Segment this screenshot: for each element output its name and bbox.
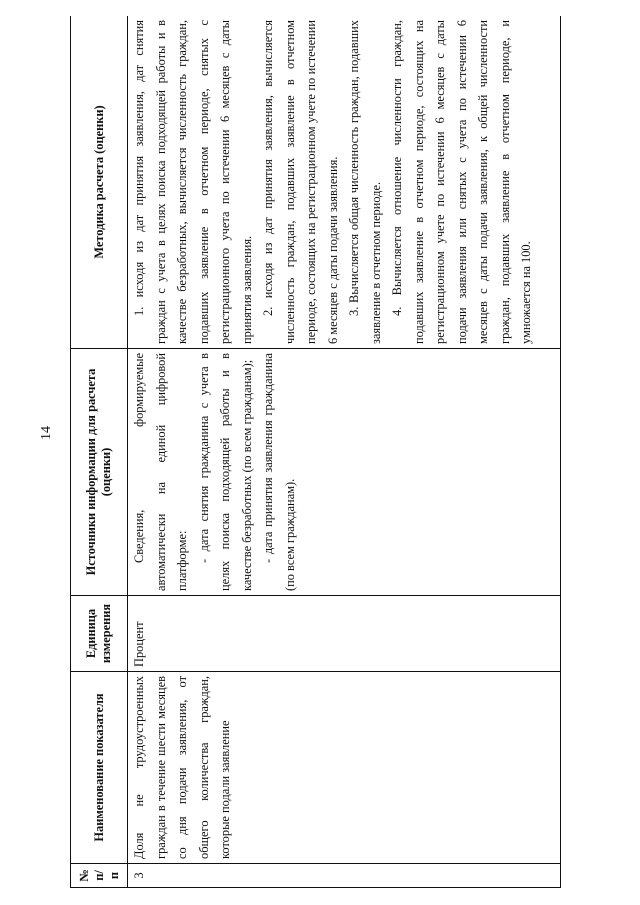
- header-unit: Единица измерения: [71, 596, 128, 672]
- indicator-name: Доля не трудоустроенных граждан в течение шести месяцев со дня подачи заявления, от общего количества граждан, которые подали заявление: [128, 672, 561, 864]
- header-number: № п/п: [71, 864, 128, 888]
- indicator-table: [70, 16, 561, 888]
- sources-intro: Сведения, формируемые автоматически на единой цифровой платформе:: [132, 353, 189, 591]
- rotated-table-container: [70, 16, 561, 888]
- page-number: 14: [39, 426, 54, 440]
- row-number: 3: [128, 864, 561, 888]
- method-step-3: 3. Вычисляется общая численность граждан, подавших заявление в отчетном периоде.: [347, 20, 383, 344]
- header-indicator-name: Наименование показателя: [71, 672, 128, 864]
- method-cell: [128, 16, 561, 349]
- table-row: [128, 16, 561, 888]
- sources-item-2: - дата принятия заявления гражданина (по всем гражданам).: [261, 353, 297, 591]
- header-sources: Источники информации для расчета (оценки): [71, 349, 128, 596]
- header-method: Методика расчета (оценки): [71, 16, 128, 349]
- method-step-4: 4. Вычисляется отношение численности граждан, подавших заявление в отчетном периоде, состоящих на регистрационном учете по истечении 6 месяцев с даты подачи заявления или снятых с учета по истечении 6 месяцев с даты подачи заявления, к общей численности граждан, подавших заявление в отчетном периоде, и умножается на 100.: [390, 20, 533, 344]
- table-header-row: [71, 16, 128, 888]
- sources-cell: [128, 349, 561, 596]
- method-step-2: 2. исходя из дат принятия заявления, вычисляется численность граждан, подавших заявление в отчетном периоде, состоящих на регистрационном учете по истечении 6 месяцев с даты подачи заявления.: [261, 20, 340, 344]
- method-step-1: 1. исходя из дат принятия заявления, дат снятия граждан с учета в целях поиска подходящей работы и в качестве безработных, вычисляется численность граждан, подавших заявление в отчетном периоде, снятых с регистрационного учета по истечении 6 месяцев с даты принятия заявления.: [132, 20, 254, 344]
- sources-item-1: - дата снятия гражданина с учета в целях поиска подходящей работы и в качестве безработных (по всем гражданам);: [196, 353, 254, 591]
- unit-value: Процент: [128, 596, 561, 672]
